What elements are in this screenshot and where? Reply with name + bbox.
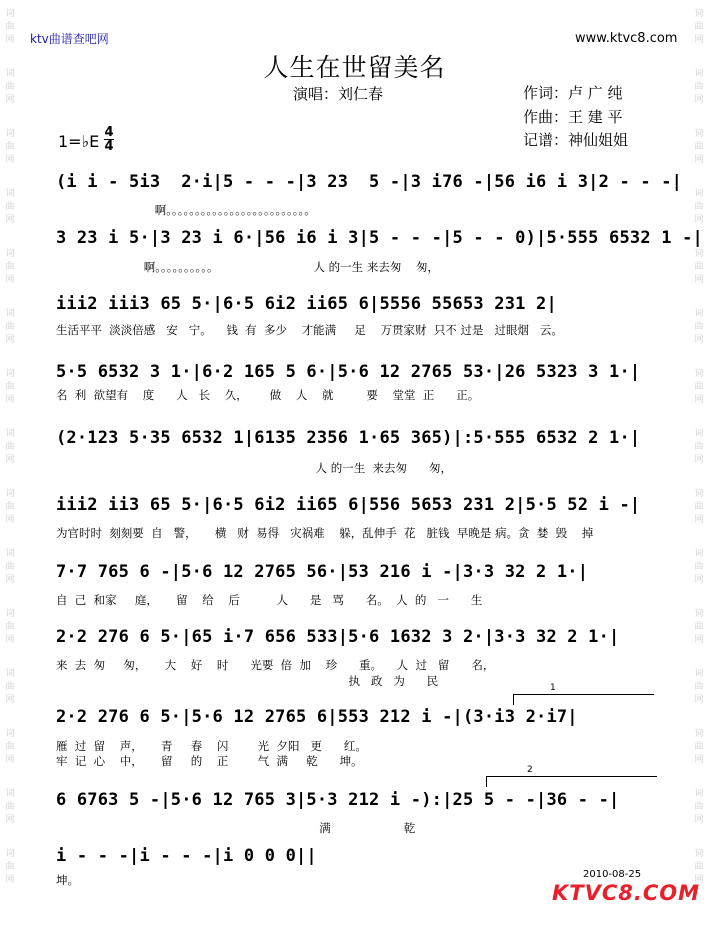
watermark-char: 曲 (5, 862, 15, 872)
watermark-char: 词 (694, 69, 704, 79)
lyric-line-7: 自 己 和家 庭， 留 给 后 人 是 骂 名。 人 的 一 生 (56, 593, 483, 607)
first-ending-bracket (513, 683, 654, 705)
watermark-char: 词 (5, 489, 15, 499)
transcription-date: 2010-08-25 (583, 869, 642, 880)
watermark-text (3, 548, 17, 587)
watermark-text (3, 428, 17, 467)
watermark-text (3, 8, 17, 47)
watermark-text (692, 308, 706, 347)
score-line-8: 2·2 276 6 5·|65 i·7 656 533|5·6 1632 3 2·|3·3 32 2 1·| (56, 627, 620, 647)
site-logo[interactable]: KTVC8.COM (552, 881, 701, 905)
watermark-char: 网 (5, 155, 15, 165)
watermark-char: 网 (694, 35, 704, 45)
watermark-char: 词 (694, 369, 704, 379)
watermark-char: 网 (694, 395, 704, 405)
watermark-text (692, 188, 706, 227)
watermark-char: 词 (694, 429, 704, 439)
lyric-line-6: 为官时时 刻刻要 自 警， 横 财 易得 灾祸难 躲，乱伸手 花 脏钱 早晚是 病。贪 婪 毁 掉 (56, 526, 594, 540)
watermark-text (3, 308, 17, 347)
watermark-char: 网 (694, 335, 704, 345)
watermark-char: 词 (5, 729, 15, 739)
composer-credit: 作曲：王 建 平 (523, 108, 623, 126)
watermark-char: 曲 (694, 322, 704, 332)
watermark-text (3, 608, 17, 647)
watermark-char: 词 (694, 849, 704, 859)
lyric-line-5: 人 的一生 来去匆 匆， (56, 461, 452, 475)
lyric-line-9: 雁 过 留 声， 青 春 闪 光 夕阳 更 红。 (56, 739, 367, 753)
watermark-char: 词 (5, 669, 15, 679)
watermark-text (692, 8, 706, 47)
watermark-char: 网 (5, 395, 15, 405)
watermark-char: 词 (694, 9, 704, 19)
watermark-char: 曲 (5, 22, 15, 32)
watermark-char: 词 (5, 369, 15, 379)
watermark-char: 词 (694, 189, 704, 199)
watermark-char: 词 (5, 849, 15, 859)
watermark-char: 曲 (5, 682, 15, 692)
watermark-char: 网 (694, 755, 704, 765)
watermark-char: 词 (5, 429, 15, 439)
watermark-char: 曲 (694, 742, 704, 752)
lyric-line-8-verse-2: 执 政 为 民 (56, 674, 439, 688)
watermark-char: 网 (694, 95, 704, 105)
watermark-char: 词 (5, 309, 15, 319)
watermark-char: 词 (694, 669, 704, 679)
watermark-char: 词 (694, 249, 704, 259)
watermark-char: 网 (5, 95, 15, 105)
watermark-char: 曲 (5, 382, 15, 392)
watermark-char: 网 (5, 215, 15, 225)
watermark-text (692, 608, 706, 647)
score-line-3: iii2 iii3 65 5·|6·5 6i2 ii65 6|5556 55653 231 2| (56, 294, 557, 314)
lyric-line-2: 啊。。。。。。。。。。 人 的一生 来去匆 匆， (56, 260, 439, 274)
watermark-char: 曲 (5, 562, 15, 572)
watermark-text (692, 548, 706, 587)
watermark-text (3, 248, 17, 287)
score-line-2: 3 23 i 5·|3 23 i 6·|56 i6 i 3|5 - - -|5 - - 0)|5·555 6532 1 -| (56, 228, 703, 248)
watermark-char: 网 (5, 335, 15, 345)
watermark-char: 曲 (694, 622, 704, 632)
watermark-char: 曲 (694, 802, 704, 812)
watermark-char: 词 (694, 549, 704, 559)
watermark-char: 曲 (694, 82, 704, 92)
watermark-char: 词 (5, 549, 15, 559)
score-line-11: i - - -|i - - -|i 0 0 0|| (56, 846, 317, 866)
lyric-line-11: 坤。 (56, 873, 79, 887)
lyric-line-3: 生活平平 淡淡倍感 安 宁。 钱 有 多少 才能满 足 万贯家财 只不 过是 过眼烟 云。 (56, 323, 563, 337)
score-line-6: iii2 ii3 65 5·|6·5 6i2 ii65 6|556 5653 231 2|5·5 52 i -| (56, 495, 641, 515)
watermark-char: 曲 (5, 502, 15, 512)
time-signature (104, 126, 114, 153)
watermark-char: 网 (694, 575, 704, 585)
watermark-char: 网 (5, 875, 15, 885)
score-line-4: 5·5 6532 3 1·|6·2 165 5 6·|5·6 12 2765 53·|26 5323 3 1·| (56, 362, 641, 382)
watermark-char: 网 (5, 755, 15, 765)
watermark-char: 曲 (5, 322, 15, 332)
watermark-char: 曲 (5, 202, 15, 212)
watermark-char: 词 (5, 69, 15, 79)
watermark-char: 曲 (5, 622, 15, 632)
watermark-char: 网 (694, 275, 704, 285)
watermark-text (3, 848, 17, 887)
lyric-line-10: 满 乾 (56, 821, 416, 835)
watermark-char: 词 (694, 789, 704, 799)
watermark-char: 曲 (694, 202, 704, 212)
watermark-char: 网 (5, 695, 15, 705)
watermark-char: 词 (5, 9, 15, 19)
watermark-char: 曲 (694, 382, 704, 392)
watermark-text (692, 668, 706, 707)
watermark-char: 网 (694, 635, 704, 645)
watermark-char: 词 (5, 189, 15, 199)
score-line-7: 7·7 765 6 -|5·6 12 2765 56·|53 216 i -|3·3 32 2 1·| (56, 562, 589, 582)
watermark-char: 词 (5, 129, 15, 139)
watermark-char: 词 (694, 609, 704, 619)
score-line-10: 6 6763 5 -|5·6 12 765 3|5·3 212 i -):|25 5 - -|36 - -| (56, 790, 620, 810)
watermark-char: 曲 (5, 802, 15, 812)
lyric-line-9-verse-2: 牢 记 心 中， 留 的 正 气 满 乾 坤。 (56, 754, 363, 768)
watermark-text (692, 428, 706, 467)
lyric-line-4: 名 利 欲望有 度 人 长 久， 做 人 就 要 堂堂 正 正。 (56, 388, 480, 402)
watermark-text (692, 128, 706, 167)
watermark-char: 网 (5, 275, 15, 285)
watermark-text (3, 668, 17, 707)
watermark-char: 词 (694, 129, 704, 139)
watermark-text (3, 368, 17, 407)
lyric-line-1: 啊。。。。。。。。。。。。。。。。。。。。。。。。。 (56, 203, 316, 217)
watermark-text (3, 128, 17, 167)
watermark-char: 网 (694, 815, 704, 825)
lyricist-credit: 作词：卢 广 纯 (523, 84, 623, 102)
singer-credit: 演唱：刘仁春 (293, 85, 384, 103)
key-signature: 1=♭E (58, 132, 100, 151)
first-ending-number: 1 (550, 683, 556, 693)
watermark-char: 网 (694, 695, 704, 705)
watermark-text (692, 488, 706, 527)
transcriber-credit: 记谱：神仙姐姐 (523, 131, 629, 149)
watermark-char: 词 (5, 789, 15, 799)
watermark-text (692, 788, 706, 827)
watermark-char: 网 (5, 455, 15, 465)
site-label[interactable]: ktv曲谱查吧网 (30, 32, 109, 46)
meter-top: 4 (104, 125, 114, 140)
watermark-text (3, 488, 17, 527)
meter-bottom: 4 (104, 139, 114, 154)
watermark-char: 曲 (694, 22, 704, 32)
watermark-char: 曲 (5, 742, 15, 752)
watermark-text (3, 788, 17, 827)
watermark-char: 曲 (694, 442, 704, 452)
watermark-char: 网 (5, 635, 15, 645)
watermark-char: 网 (694, 155, 704, 165)
watermark-char: 网 (694, 515, 704, 525)
score-line-5: (2·123 5·35 6532 1|6135 2356 1·65 365)|:5·555 6532 2 1·| (56, 428, 641, 448)
watermark-char: 曲 (694, 562, 704, 572)
watermark-char: 网 (694, 455, 704, 465)
watermark-char: 网 (694, 215, 704, 225)
watermark-text (3, 188, 17, 227)
watermark-char: 词 (5, 609, 15, 619)
watermark-char: 曲 (694, 862, 704, 872)
watermark-char: 曲 (694, 682, 704, 692)
watermark-char: 网 (5, 515, 15, 525)
watermark-char: 词 (694, 309, 704, 319)
site-url[interactable]: www.ktvc8.com (575, 31, 678, 46)
watermark-char: 曲 (5, 442, 15, 452)
watermark-char: 网 (694, 875, 704, 885)
watermark-text (692, 368, 706, 407)
watermark-text (692, 728, 706, 767)
watermark-char: 词 (694, 489, 704, 499)
watermark-char: 曲 (694, 502, 704, 512)
watermark-char: 词 (5, 249, 15, 259)
watermark-char: 曲 (5, 262, 15, 272)
watermark-char: 曲 (694, 142, 704, 152)
watermark-char: 曲 (5, 142, 15, 152)
watermark-text (692, 248, 706, 287)
watermark-char: 曲 (694, 262, 704, 272)
score-line-1: (i i - 5i3 2·i|5 - - -|3 23 5 -|3 i76 -|56 i6 i 3|2 - - -| (56, 172, 683, 192)
watermark-char: 网 (5, 575, 15, 585)
score-line-9: 2·2 276 6 5·|5·6 12 2765 6|553 212 i -|(3·i3 2·i7| (56, 707, 578, 727)
watermark-text (3, 728, 17, 767)
watermark-char: 网 (5, 35, 15, 45)
second-ending-number: 2 (527, 765, 533, 775)
song-title: 人生在世留美名 (263, 53, 446, 82)
watermark-char: 词 (694, 729, 704, 739)
second-ending-bracket (486, 765, 657, 787)
watermark-char: 曲 (5, 82, 15, 92)
watermark-char: 网 (5, 815, 15, 825)
lyric-line-8: 来 去 匆 匆， 大 好 时 光要 倍 加 珍 重。 人 过 留 名， (56, 658, 495, 672)
